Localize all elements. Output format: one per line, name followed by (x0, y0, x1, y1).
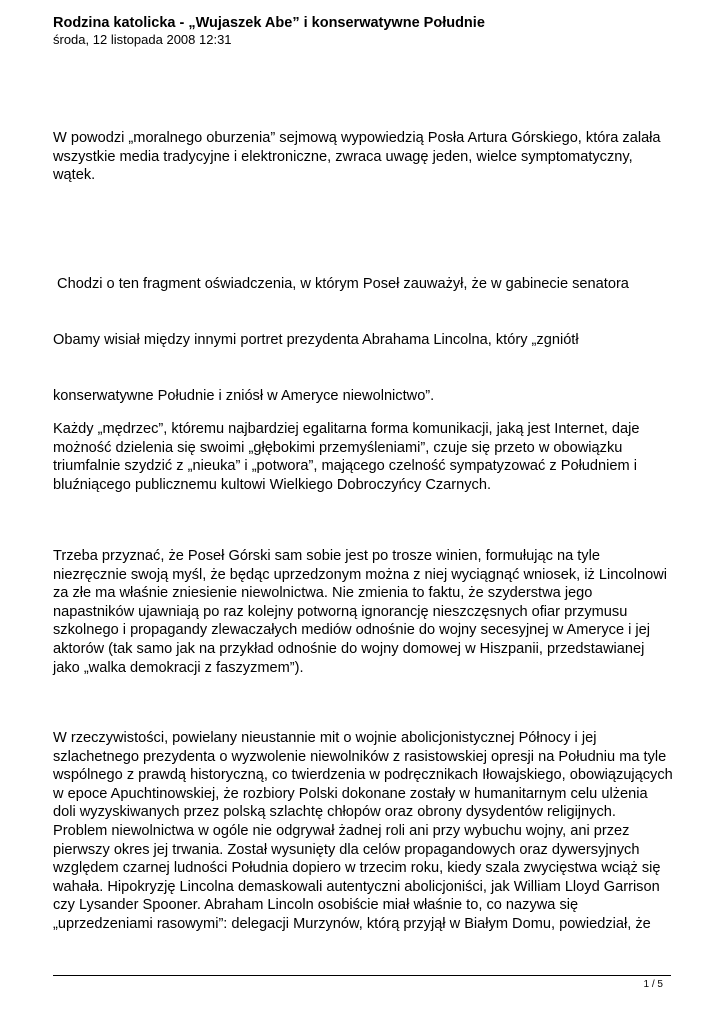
paragraph-4 (53, 547, 683, 677)
paragraph-5 (53, 729, 683, 934)
text-line: wahała. Hipokryzję Lincolna demaskowali autentyczni abolicjoniści, jak William Lloyd Garrison (53, 878, 660, 895)
text-line: wątek. (53, 167, 96, 184)
text-line: w epoce Apuchtinowskiej, że rozbiory Polski dokonane zostały w humanitarnym celu ulżenia (53, 785, 648, 802)
paragraph-3 (53, 420, 683, 494)
text-line: czy Lysander Spooner. Abraham Lincoln osobiście miał właśnie to, co nazywa się (53, 897, 579, 914)
article-date: środa, 12 listopada 2008 12:31 (53, 32, 232, 47)
text-line: Obamy wisiał między innymi portret prezydenta Abrahama Lincolna, który „zgniótł (53, 331, 579, 348)
paragraph-1 (53, 129, 683, 185)
text-line: bluźniącego publicznemu kultowi Wielkiego Dobroczyńcy Czarnych. (53, 476, 492, 493)
footer-divider (53, 975, 671, 976)
text-line: konserwatywne Południe i zniósł w Ameryce niewolnictwo”. (53, 387, 435, 404)
text-line: W powodzi „moralnego oburzenia” sejmową wypowiedzią Posła Artura Górskiego, która zalała (53, 130, 661, 146)
text-line: względem czarnej ludności Południa dopiero w trzecim roku, kiedy szala zwycięstwa wciąż się (53, 860, 661, 877)
text-line: niezręcznie swoją myśl, że będąc uprzedzonym można z niej wyciągnąć wniosek, iż Lincolnowi (53, 566, 668, 583)
text-line: napastników ujawniają po raz kolejny potworną ignorancję nieszczęsnych ofiar przymusu (53, 603, 628, 620)
paragraph-2 (53, 238, 683, 443)
text-line: doli wyzyskiwanych przez polską szlachtę chłopów oraz obrony dysydentów religijnych. (53, 804, 616, 821)
text-line: pierwszy okres jej trwania. Został wysunięty dla celów propagandowych oraz dywersyjnych (53, 841, 640, 858)
text-line: Problem niewolnictwa w ogóle nie odgrywał żadnej roli ani przy wybuchu wojny, ani przez (53, 822, 630, 839)
text-line: Każdy „mędrzec”, któremu najbardziej egalitarna forma komunikacji, jaką jest Internet, daje (53, 421, 640, 437)
text-line: szlachetnego prezydenta o wyzwolenie niewolników z rasistowskiej opresji na Południu ma tyle (53, 748, 667, 765)
text-line: jako „walka demokracji z faszyzmem”). (53, 659, 304, 676)
text-line: aktorów (tak samo jak na przykład odnośnie do wojny domowej w Hiszpanii, przedstawianej (53, 640, 645, 657)
text-line: „uprzedzeniami rasowymi”: delegacji Murzynów, którą przyjął w Białym Domu, powiedział, że (53, 915, 651, 932)
text-line: szkolnego i propagandy zlewaczałych mediów odnośnie do wojny secesyjnej w Ameryce i jej (53, 622, 651, 639)
text-line: W rzeczywistości, powielany nieustannie mit o wojnie abolicjonistycznej Północy i jej (53, 730, 597, 746)
text-line: wspólnego z prawdą historyczną, co twierdzenia w podręcznikach Iłowajskiego, obowiązujących (53, 767, 673, 784)
text-line: Chodzi o ten fragment oświadczenia, w którym Poseł zauważył, że w gabinecie senatora (53, 276, 629, 293)
article-title: Rodzina katolicka - „Wujaszek Abe” i konserwatywne Południe (53, 15, 485, 31)
text-line: triumfalnie szydzić z „nieuka” i „potwora”, mającego czelność sympatyzować z Południem i (53, 458, 637, 475)
text-line: za złe ma właśnie zniesienie niewolnictwa. Nie zmienia to faktu, że szyderstwa jego (53, 585, 593, 602)
page-number: 1 / 5 (643, 979, 663, 990)
text-line: możność dzielenia się swoimi „głębokimi przemyśleniami”, czuje się przeto w obowiązku (53, 439, 623, 456)
text-line: Trzeba przyznać, że Poseł Górski sam sobie jest po trosze winien, formułując na tyle (53, 548, 600, 564)
text-line: wszystkie media tradycyjne i elektroniczne, zwraca uwagę jeden, wielce symptomatyczny, (53, 148, 633, 165)
